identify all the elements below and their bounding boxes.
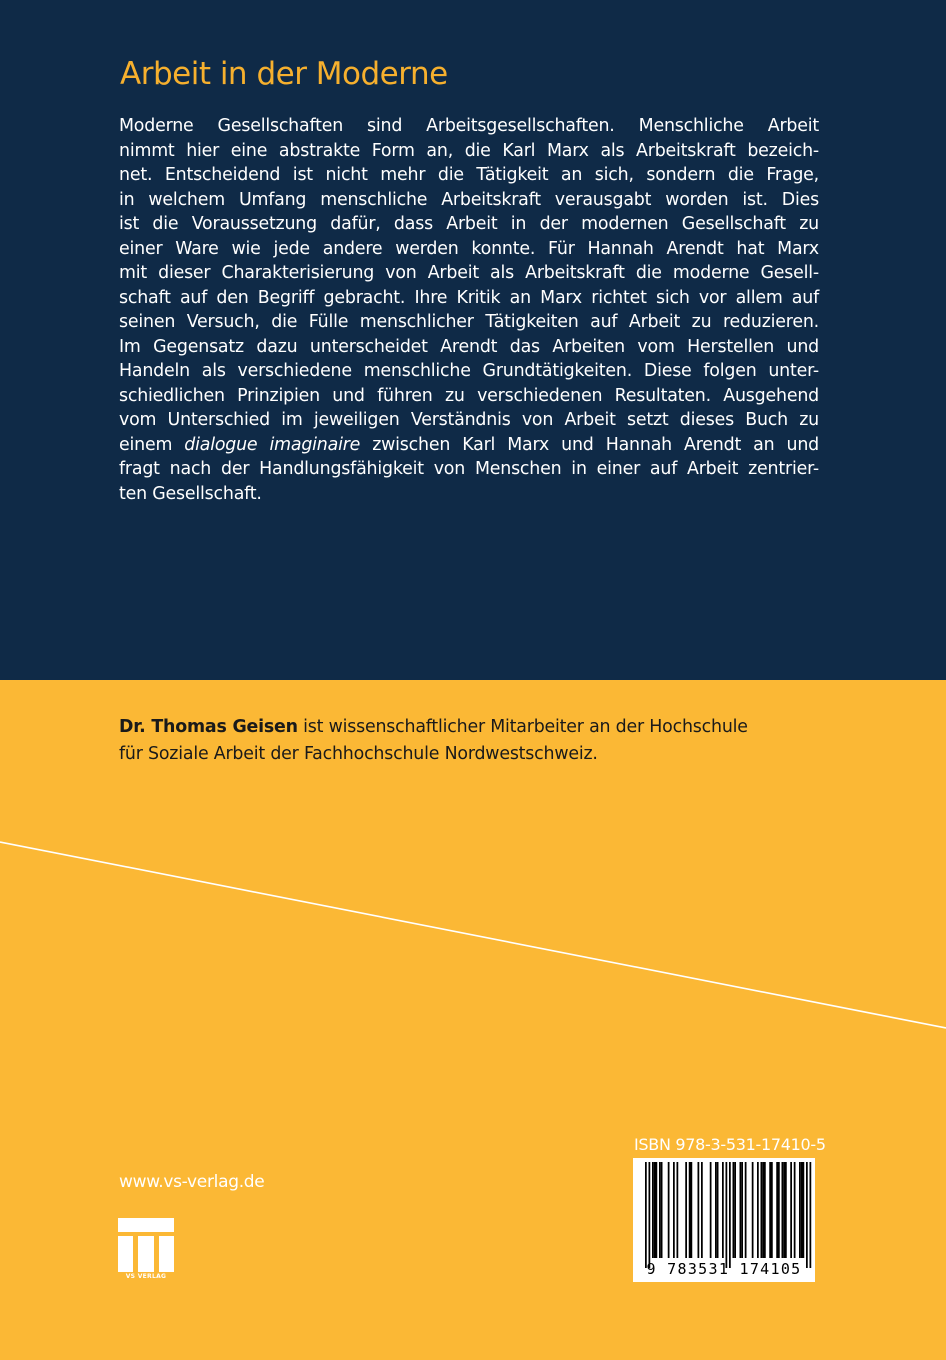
barcode-digits: 9 783531 174105 [646, 1260, 802, 1278]
barcode-bar [673, 1162, 675, 1258]
barcode-bar [661, 1162, 663, 1258]
description-line: nimmt hier eine abstrakte Form an, die Karl Marx als Arbeitskraft bezeich- [119, 140, 819, 161]
barcode-bar [790, 1162, 792, 1258]
barcode-bar [649, 1162, 651, 1268]
barcode-bar [715, 1162, 717, 1258]
barcode-bar [771, 1162, 773, 1258]
description-line: Im Gegensatz dazu unterscheidet Arendt das Arbeiten vom Herstellen und [119, 336, 819, 357]
description-line: mit dieser Charakterisierung von Arbeit als Arbeitskraft die moderne Gesell- [119, 263, 819, 283]
barcode-bar [710, 1162, 712, 1258]
description-line [119, 433, 819, 458]
barcode-bar [741, 1162, 743, 1258]
description-line: ist die Voraussetzung dafür, dass Arbeit in der modernen Gesellschaft zu [119, 214, 819, 234]
barcode-bar [801, 1162, 803, 1258]
author-name: Dr. Thomas Geisen [119, 717, 298, 737]
barcode-bar [806, 1162, 808, 1268]
barcode-bar [701, 1162, 703, 1258]
isbn-label: ISBN 978-3-531-17410-5 [634, 1135, 826, 1154]
italic-phrase: dialogue imaginaire [184, 434, 361, 455]
book-title: Arbeit in der Moderne [120, 56, 448, 92]
barcode [633, 1158, 815, 1282]
barcode-bar [782, 1162, 784, 1258]
barcode-bar [778, 1162, 780, 1258]
barcode-bar [764, 1162, 766, 1258]
description-line: net. Entscheidend ist nicht mehr die Tätigkeit an sich, sondern die Frage, [119, 165, 819, 185]
description-line: schaft auf den Begriff gebracht. Ihre Kritik an Marx richtet sich vor allem auf [119, 287, 819, 308]
barcode-bar [698, 1162, 700, 1258]
description-line: fragt nach der Handlungsfähigkeit von Menschen in einer auf Arbeit zentrier- [119, 459, 819, 479]
book-description [119, 114, 819, 506]
barcode-bar [752, 1162, 754, 1258]
barcode-bar [799, 1162, 801, 1258]
barcode-bar [722, 1162, 724, 1258]
barcode-bar [654, 1162, 656, 1258]
barcode-bar [785, 1162, 787, 1258]
description-line: seinen Versuch, die Fülle menschlicher Tätigkeiten auf Arbeit zu reduzieren. [119, 312, 819, 332]
barcode-bar [729, 1162, 731, 1268]
barcode-bar [717, 1162, 719, 1258]
barcode-bar [652, 1162, 654, 1258]
description-line: Moderne Gesellschaften sind Arbeitsgesellschaften. Menschliche Arbeit [119, 116, 819, 136]
barcode-bar [659, 1162, 661, 1258]
barcode-bar [734, 1162, 736, 1258]
barcode-bar [740, 1162, 742, 1258]
barcode-bar [689, 1162, 691, 1258]
author-bio-text: ist wissenschaftlicher Mitarbeiter an der Hochschule [297, 717, 748, 737]
barcode-bar [691, 1162, 693, 1258]
publisher-website[interactable]: www.vs-verlag.de [119, 1172, 265, 1192]
description-line: in welchem Umfang menschliche Arbeitskraft verausgabt worden ist. Dies [119, 189, 819, 210]
barcode-bar [810, 1162, 812, 1268]
barcode-bar [677, 1162, 679, 1258]
barcode-bar [803, 1162, 805, 1258]
barcode-bar [794, 1162, 796, 1258]
author-bio-line [119, 714, 819, 741]
diagonal-line [0, 842, 946, 1028]
barcode-bar [776, 1162, 778, 1258]
author-bio [119, 714, 819, 768]
description-line: schiedlichen Prinzipien und führen zu verschiedenen Resultaten. Ausgehend [119, 385, 819, 406]
barcode-bar [745, 1162, 747, 1258]
description-line: Handeln als verschiedene menschliche Grundtätigkeiten. Diese folgen unter- [119, 361, 819, 381]
author-bio-line: für Soziale Arbeit der Fachhochschule Nordwestschweiz. [119, 744, 598, 764]
barcode-bar [733, 1162, 735, 1258]
barcode-bar [726, 1162, 728, 1268]
description-text: zwischen Karl Marx und Hannah Arendt an und [360, 434, 819, 455]
barcode-bar [685, 1162, 687, 1258]
barcode-bar [668, 1162, 670, 1258]
barcode-bar [762, 1162, 764, 1258]
description-line: ten Gesellschaft. [119, 483, 262, 504]
barcode-bar [656, 1162, 658, 1258]
description-line: vom Unterschied im jeweiligen Verständnis von Arbeit setzt dieses Buch zu [119, 410, 819, 430]
barcode-bar [757, 1162, 759, 1258]
description-text: einem [119, 434, 185, 455]
description-line: einer Ware wie jede andere werden konnte. Für Hannah Arendt hat Marx [119, 238, 819, 259]
barcode-bar [769, 1162, 771, 1258]
publisher-logo-text: VS VERLAG [125, 1273, 167, 1280]
barcode-bar [761, 1162, 763, 1258]
barcode-bar [645, 1162, 647, 1268]
barcode-bar [783, 1162, 785, 1258]
